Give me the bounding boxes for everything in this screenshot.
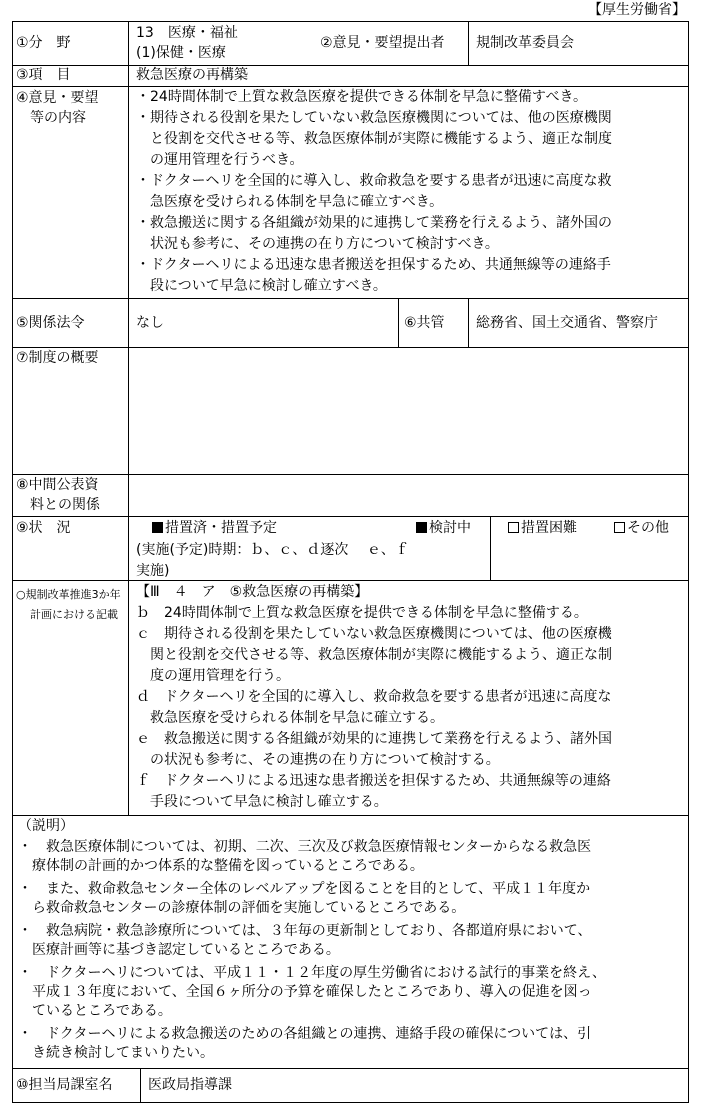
explanation-line: ているところである。 xyxy=(32,1003,172,1019)
field-line1: 13 医療・福祉 xyxy=(136,25,238,41)
explanation-line: ・ ドクターヘリについては、平成１１・１２年度の厚生労働省における試行的事業を終え、 xyxy=(18,965,606,981)
status-option-difficult-label: 措置困難 xyxy=(521,520,577,536)
department-value: 医政局指導課 xyxy=(148,1077,232,1093)
laws-value: なし xyxy=(136,315,164,331)
explanation-line: 療体制の計画的かつ体系的な整備を図っているところである。 xyxy=(32,858,424,874)
opinion-line: と役割を交代させる等、救急医療体制が実際に機能するよう、適正な制度 xyxy=(150,131,612,147)
status-option-done-label: 措置済・措置予定 xyxy=(165,520,277,536)
opinion-line: 急医療を受けられる体制を早急に確立すべき。 xyxy=(150,194,444,210)
interim-label-line1: ⑧中間公表資 xyxy=(16,477,99,493)
opinion-line: ・ドクターヘリによる迅速な患者搬送を担保するため、共通無線等の連絡手 xyxy=(136,257,611,273)
status-option-difficult[interactable] xyxy=(508,520,577,537)
item-value: 救急医療の再構築 xyxy=(136,67,248,83)
explanation-line: ・ ドクターヘリによる救急搬送のための各組織との連携、連絡手段の確保については、引 xyxy=(18,1026,592,1042)
plan-line: ｃ 期待される役割を果たしていない救急医療機関については、他の医療機 xyxy=(136,626,612,642)
checkbox-unchecked-icon xyxy=(614,522,625,533)
opinion-line: ・救急搬送に関する各組織が効果的に連携して業務を行えるよう、諸外国の xyxy=(136,215,612,231)
status-option-review-label: 検討中 xyxy=(429,520,471,536)
laws-label: ⑤関係法令 xyxy=(16,315,85,331)
explanation-title: （説明） xyxy=(18,818,74,834)
plan-line: 【Ⅲ ４ ア ⑤救急医療の再構築】 xyxy=(136,584,369,600)
explanation-line: 平成１３年度において、全国６ヶ所分の予算を確保したところであり、導入の促進を図っ xyxy=(32,984,592,1000)
plan-label-line2: 計画における記載 xyxy=(30,608,118,621)
plan-label-line1: ○規制改革推進3か年 xyxy=(16,588,121,601)
opinion-label-line1: ④意見・要望 xyxy=(16,90,99,106)
department-label: ⑩担当局課室名 xyxy=(16,1077,113,1093)
plan-line: ｅ 救急搬送に関する各組織が効果的に連携して業務を行えるよう、諸外国 xyxy=(136,731,612,747)
field-label: ①分 野 xyxy=(16,35,71,51)
joint-label: ⑥共管 xyxy=(404,315,445,331)
plan-line: の状況も参考に、その連携の在り方について検討する。 xyxy=(150,752,500,768)
submitter-label: ②意見・要望提出者 xyxy=(320,35,445,51)
checkbox-checked-icon xyxy=(152,522,163,533)
explanation-line: ・ また、救命救急センター全体のレベルアップを図ることを目的として、平成１１年度か xyxy=(18,881,591,897)
plan-line: 度の運用管理を行う。 xyxy=(150,668,290,684)
status-option-other-label: その他 xyxy=(627,520,669,536)
opinion-line: ・ドクターヘリを全国的に導入し、救命救急を要する患者が迅速に高度な救 xyxy=(136,173,612,189)
opinion-line: ・期待される役割を果たしていない救急医療機関については、他の医療機関 xyxy=(136,110,612,126)
explanation-line: ら救命救急センターの診療体制の評価を実施しているところである。 xyxy=(32,900,466,916)
field-line2: (1)保健・医療 xyxy=(136,45,226,61)
joint-value: 総務省、国土交通省、警察庁 xyxy=(476,315,658,331)
explanation-line: き続き検討してまいりたい。 xyxy=(32,1045,214,1061)
explanation-line: ・ 救急病院・救急診療所については、３年毎の更新制としており、各都道府県において、 xyxy=(18,923,592,939)
status-timing-line1: (実施(予定)時期：ｂ、ｃ、ｄ逐次 ｅ、ｆ xyxy=(136,542,409,558)
plan-line: ｂ 24時間体制で上質な救急医療を提供できる体制を早急に整備する。 xyxy=(136,605,588,621)
plan-line: 救急医療を受けられる体制を早急に確立する。 xyxy=(150,710,444,726)
submitter-value: 規制改革委員会 xyxy=(476,35,574,51)
opinion-line: 状況も参考に、その連携の在り方について検討すべき。 xyxy=(150,236,499,252)
checkbox-unchecked-icon xyxy=(508,522,519,533)
status-option-done[interactable] xyxy=(152,520,277,537)
ministry-tag: 【厚生労働省】 xyxy=(588,2,686,18)
opinion-label-line2: 等の内容 xyxy=(30,110,86,126)
status-option-review[interactable] xyxy=(416,520,471,537)
overview-label: ⑦制度の概要 xyxy=(16,350,99,366)
status-option-other[interactable] xyxy=(614,520,669,537)
item-label: ③項 目 xyxy=(16,67,71,83)
plan-line: 関と役割を交代させる等、救急医療体制が実際に機能するよう、適正な制 xyxy=(150,647,612,663)
plan-line: ｆ ドクターヘリによる迅速な患者搬送を担保するため、共通無線等の連絡 xyxy=(136,773,611,789)
explanation-line: ・ 救急医療体制については、初期、二次、三次及び救急医療情報センターからなる救急医 xyxy=(18,839,592,855)
status-label: ⑨状 況 xyxy=(16,520,71,536)
checkbox-checked-icon xyxy=(416,522,427,533)
status-timing-line2: 実施) xyxy=(136,563,170,579)
opinion-line: 段について早急に検討し確立すべき。 xyxy=(150,278,387,294)
interim-label-line2: 料との関係 xyxy=(30,497,100,513)
plan-line: ｄ ドクターヘリを全国的に導入し、救命救急を要する患者が迅速に高度な xyxy=(136,689,612,705)
opinion-line: ・24時間体制で上質な救急医療を提供できる体制を早急に整備すべき。 xyxy=(136,89,587,105)
opinion-line: の運用管理を行うべき。 xyxy=(150,152,304,168)
plan-line: 手段について早急に検討し確立する。 xyxy=(150,794,388,810)
explanation-line: 医療計画等に基づき認定しているところである。 xyxy=(32,942,340,958)
